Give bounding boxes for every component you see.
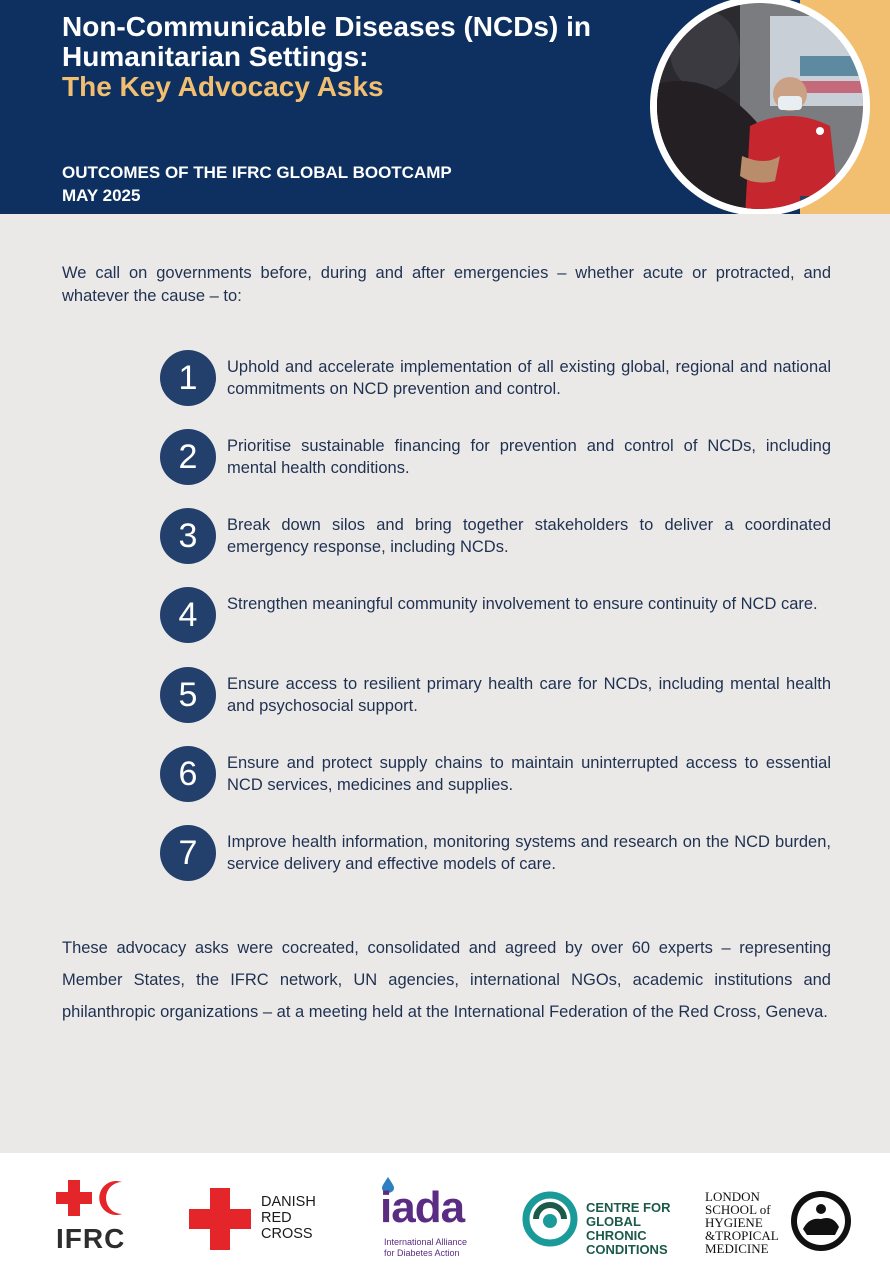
- ask-number-badge: 2: [160, 429, 216, 485]
- lshtm-line-2: SCHOOL of: [705, 1202, 771, 1217]
- iada-wordmark: iada: [380, 1183, 465, 1232]
- lshtm-line-1: LONDON: [705, 1189, 760, 1204]
- gcc-line-1: CENTRE FOR: [586, 1200, 671, 1215]
- gcc-circle-icon: [522, 1191, 578, 1247]
- iada-logo: [380, 1153, 500, 1272]
- ask-number-badge: 7: [160, 825, 216, 881]
- iada-sub-line-2: for Diabetes Action: [384, 1248, 460, 1258]
- subtitle-line-2: MAY 2025: [62, 186, 141, 205]
- health-worker-photo: [650, 0, 870, 214]
- drc-line-1: DANISH: [261, 1194, 316, 1210]
- ask-item-2: [160, 429, 831, 489]
- gcc-logo: [522, 1153, 692, 1272]
- title-line-3: The Key Advocacy Asks: [62, 71, 384, 102]
- ask-item-1: [160, 350, 831, 410]
- subtitle-line-1: OUTCOMES OF THE IFRC GLOBAL BOOTCAMP: [62, 163, 452, 182]
- ask-number-badge: 4: [160, 587, 216, 643]
- ask-text: Strengthen meaningful community involvement to ensure continuity of NCD care.: [227, 595, 818, 613]
- ask-number-badge: 1: [160, 350, 216, 406]
- photo-illustration: [650, 0, 870, 214]
- ask-item-7: [160, 825, 831, 885]
- subtitle: [62, 161, 452, 207]
- header-banner: [0, 0, 890, 214]
- drc-line-3: CROSS: [261, 1226, 313, 1242]
- intro-paragraph: We call on governments before, during and after emergencies – whether acute or protracted, and whatever the cause – to:: [62, 264, 831, 305]
- ask-text: Uphold and accelerate implementation of all existing global, regional and national commitments on NCD prevention and control.: [227, 358, 831, 398]
- partner-logos-footer: [0, 1153, 890, 1272]
- danish-red-cross-wordmark: [261, 1194, 316, 1242]
- iada-subtitle: [384, 1237, 494, 1259]
- red-cross-crescent-icon: [56, 1180, 136, 1224]
- ask-number-badge: 5: [160, 667, 216, 723]
- ask-number-badge: 3: [160, 508, 216, 564]
- lshtm-wordmark: [705, 1190, 779, 1255]
- ask-number-badge: 6: [160, 746, 216, 802]
- title-line-1: Non-Communicable Diseases (NCDs) in: [62, 11, 591, 42]
- danish-red-cross-logo: [189, 1153, 329, 1272]
- ifrc-wordmark: IFRC: [56, 1223, 126, 1254]
- lshtm-crest-icon: [789, 1189, 853, 1253]
- ask-item-4: [160, 587, 831, 647]
- gcc-line-2: GLOBAL CHRONIC: [586, 1214, 647, 1243]
- ask-text: Ensure and protect supply chains to maintain uninterrupted access to essential NCD services, medicines and supplies.: [227, 754, 831, 794]
- ask-text: Break down silos and bring together stakeholders to deliver a coordinated emergency response, including NCDs.: [227, 516, 831, 556]
- closing-paragraph: These advocacy asks were cocreated, consolidated and agreed by over 60 experts – representing Member States, the IFRC network, UN agencies, international NGOs, academic institutions and philanthropic organizations – at a meeting held at the International Federation of the Red Cross, Geneva.: [62, 939, 831, 1021]
- title-line-2: Humanitarian Settings:: [62, 41, 369, 72]
- red-cross-icon: [189, 1188, 251, 1250]
- ask-item-6: [160, 746, 831, 806]
- page-title: [62, 12, 662, 102]
- iada-sub-line-1: International Alliance: [384, 1237, 468, 1247]
- ask-item-5: [160, 667, 831, 727]
- gcc-line-3: CONDITIONS: [586, 1242, 668, 1257]
- lshtm-logo: [705, 1153, 865, 1272]
- ifrc-logo: [56, 1153, 146, 1272]
- ask-text: Ensure access to resilient primary health care for NCDs, including mental health and psychosocial support.: [227, 675, 831, 715]
- gcc-wordmark: [586, 1201, 692, 1257]
- ask-item-3: [160, 508, 831, 568]
- ask-text: Improve health information, monitoring systems and research on the NCD burden, service delivery and effective models of care.: [227, 833, 831, 873]
- lshtm-line-4: &TROPICAL: [705, 1228, 779, 1243]
- ask-text: Prioritise sustainable financing for prevention and control of NCDs, including mental health conditions.: [227, 437, 831, 477]
- lshtm-line-5: MEDICINE: [705, 1241, 769, 1256]
- lshtm-line-3: HYGIENE: [705, 1215, 763, 1230]
- drc-line-2: RED: [261, 1210, 292, 1226]
